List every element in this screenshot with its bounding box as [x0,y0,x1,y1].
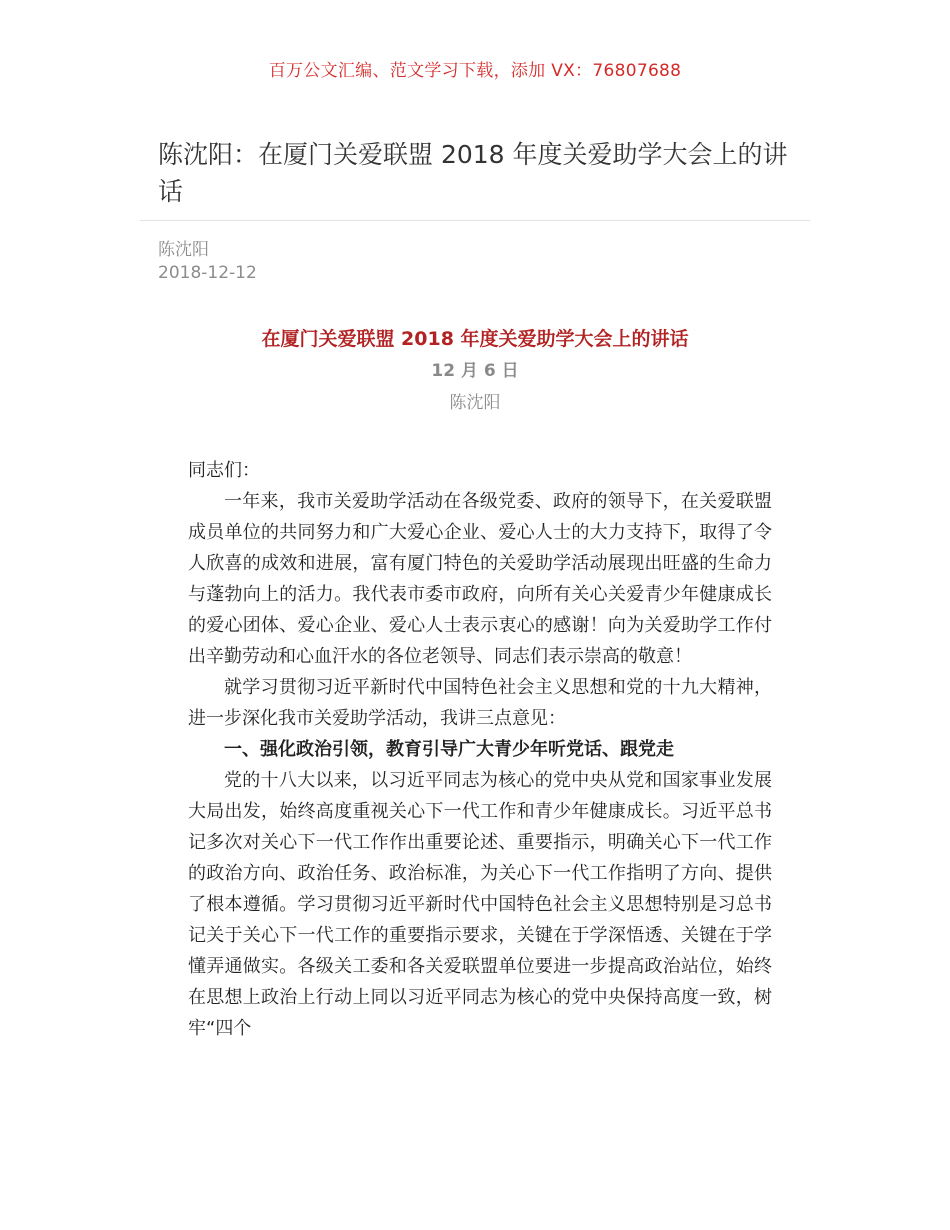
section-heading: 一、强化政治引领，教育引导广大青少年听党话、跟党走 [224,739,674,760]
speech-title: 在厦门关爱联盟 2018 年度关爱助学大会上的讲话 [261,328,689,350]
article-author: 陈沈阳 [158,240,209,260]
body-paragraph: 一年来，我市关爱助学活动在各级党委、政府的领导下，在关爱联盟成员单位的共同努力和广大爱心企业、爱心人士的大力支持下，取得了令人欣喜的成效和进展，富有厦门特色的关爱助学活动展现出旺盛的生命力与蓬勃向上的活力。我代表市委市政府，向所有关心关爱青少年健康成长的爱心团体、爱心企业、爱心人士表示衷心的感谢！向为关爱助学工作付出辛勤劳动和心血汗水的各位老领导、同志们表示崇高的敬意！ [188,491,772,667]
speech-author: 陈沈阳 [449,393,501,413]
speech-body [188,455,772,1044]
article-meta [158,239,257,285]
article-date: 2018-12-12 [158,263,257,283]
salutation: 同志们： [188,460,260,481]
speech-header [0,326,950,414]
article-title: 陈沈阳：在厦门关爱联盟 2018 年度关爱助学大会上的讲话 [158,140,788,206]
body-paragraph: 党的十八大以来，以习近平同志为核心的党中央从党和国家事业发展大局出发，始终高度重视关心下一代工作和青少年健康成长。习近平总书记多次对关心下一代工作作出重要论述、重要指示，明确关心下一代工作的政治方向、政治任务、政治标准，为关心下一代工作指明了方向、提供了根本遵循。学习贯彻习近平新时代中国特色社会主义思想特别是习总书记关于关心下一代工作的重要指示要求，关键在于学深悟透、关键在于学懂弄通做实。各级关工委和各关爱联盟单位要进一步提高政治站位，始终在思想上政治上行动上同以习近平同志为核心的党中央保持高度一致，树牢“四个 [188,770,772,1039]
body-paragraph: 就学习贯彻习近平新时代中国特色社会主义思想和党的十九大精神，进一步深化我市关爱助学活动，我讲三点意见： [188,677,772,729]
promo-banner: 百万公文汇编、范文学习下载，添加 VX：76807688 [268,61,682,81]
title-divider [140,220,810,221]
speech-date: 12 月 6 日 [431,361,519,381]
